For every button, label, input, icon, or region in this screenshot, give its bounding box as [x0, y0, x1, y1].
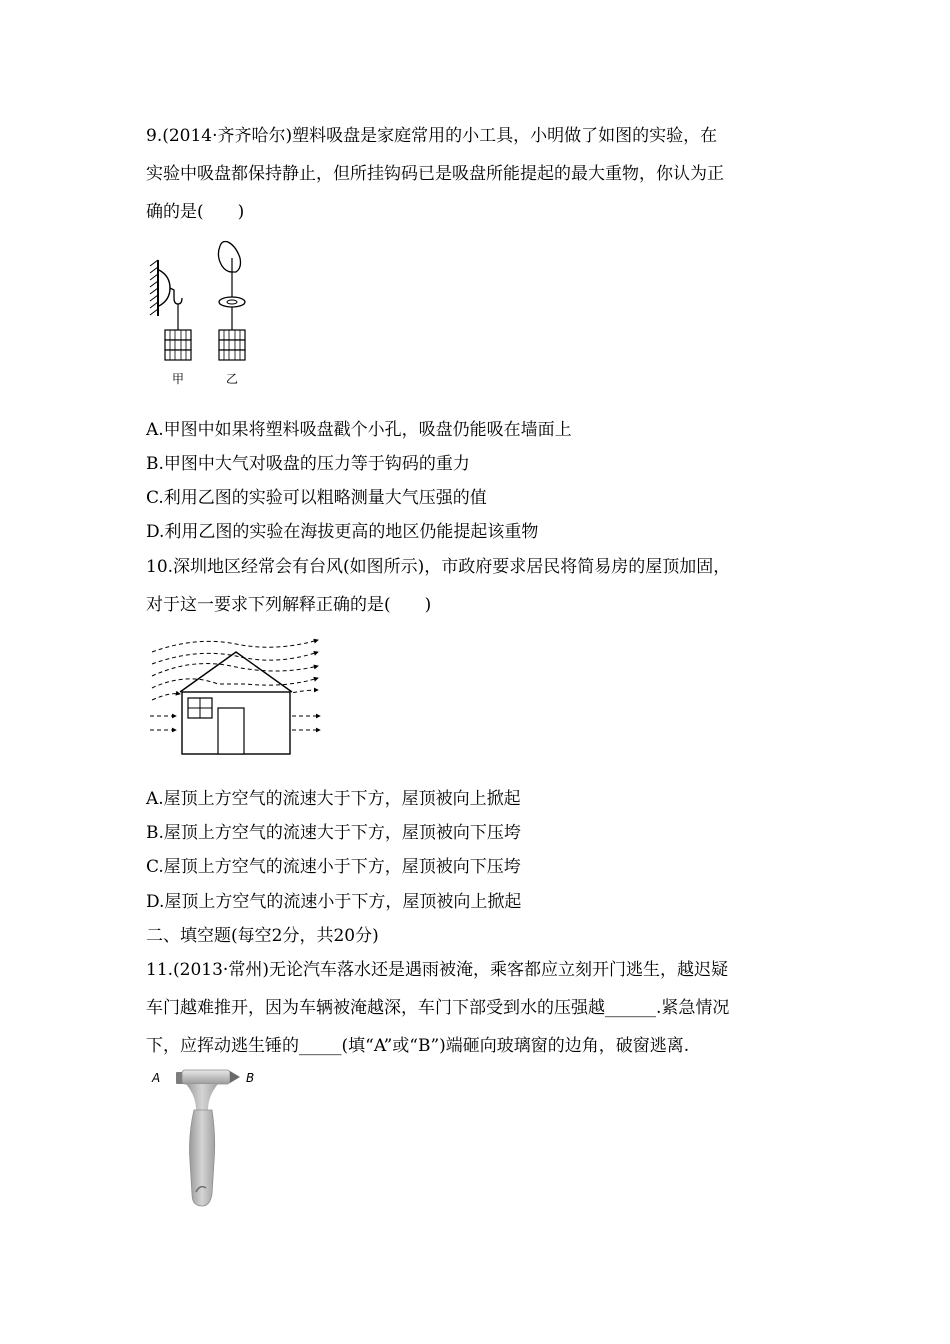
fig-label-jia: 甲: [171, 372, 185, 386]
q10-stem-line2: 对于这一要求下列解释正确的是( ): [146, 595, 432, 615]
section2-title: 二、填空题(每空2分，共20分): [146, 926, 379, 946]
q10-option-d: D.屋顶上方空气的流速小于下方，屋顶被向上掀起: [146, 892, 522, 912]
hammer-label-a: A: [152, 1071, 161, 1085]
q9-stem-line3: 确的是( ): [146, 202, 245, 222]
suction-cup-figure: [140, 238, 270, 390]
q10-option-a: A.屋顶上方空气的流速大于下方，屋顶被向上掀起: [146, 789, 521, 809]
q9-option-d: D.利用乙图的实验在海拔更高的地区仍能提起该重物: [146, 522, 539, 542]
q11-stem-line1: 11.(2013·常州)无论汽车落水还是遇雨被淹，乘客都应立刻开门逃生，越迟疑: [146, 960, 728, 980]
q10-option-b: B.屋顶上方空气的流速大于下方，屋顶被向下压垮: [146, 823, 521, 843]
q9-option-a: A.甲图中如果将塑料吸盘戳个小孔，吸盘仍能吸在墙面上: [146, 420, 572, 440]
q11-stem-line2: 车门越难推开，因为车辆被淹越深，车门下部受到水的压强越______.紧急情况: [146, 998, 730, 1018]
escape-hammer-figure: [146, 1066, 262, 1214]
q9-option-b: B.甲图中大气对吸盘的压力等于钩码的重力: [146, 454, 470, 474]
q9-stem-line1: 9.(2014·齐齐哈尔)塑料吸盘是家庭常用的小工具，小明做了如图的实验，在: [146, 126, 718, 146]
q10-option-c: C.屋顶上方空气的流速小于下方，屋顶被向下压垮: [146, 857, 521, 877]
q10-stem-line1: 10.深圳地区经常会有台风(如图所示)，市政府要求居民将简易房的屋顶加固，: [146, 557, 731, 577]
q11-stem-line3: 下，应挥动逃生锤的_____(填“A”或“B”)端砸向玻璃窗的边角，破窗逃离.: [146, 1036, 690, 1056]
q9-stem-line2: 实验中吸盘都保持静止，但所挂钩码已是吸盘所能提起的最大重物，你认为正: [146, 164, 724, 184]
hammer-label-b: B: [246, 1071, 255, 1085]
fig-label-yi: 乙: [225, 372, 239, 386]
q9-option-c: C.利用乙图的实验可以粗略测量大气压强的值: [146, 488, 487, 508]
typhoon-house-figure: [146, 632, 326, 758]
